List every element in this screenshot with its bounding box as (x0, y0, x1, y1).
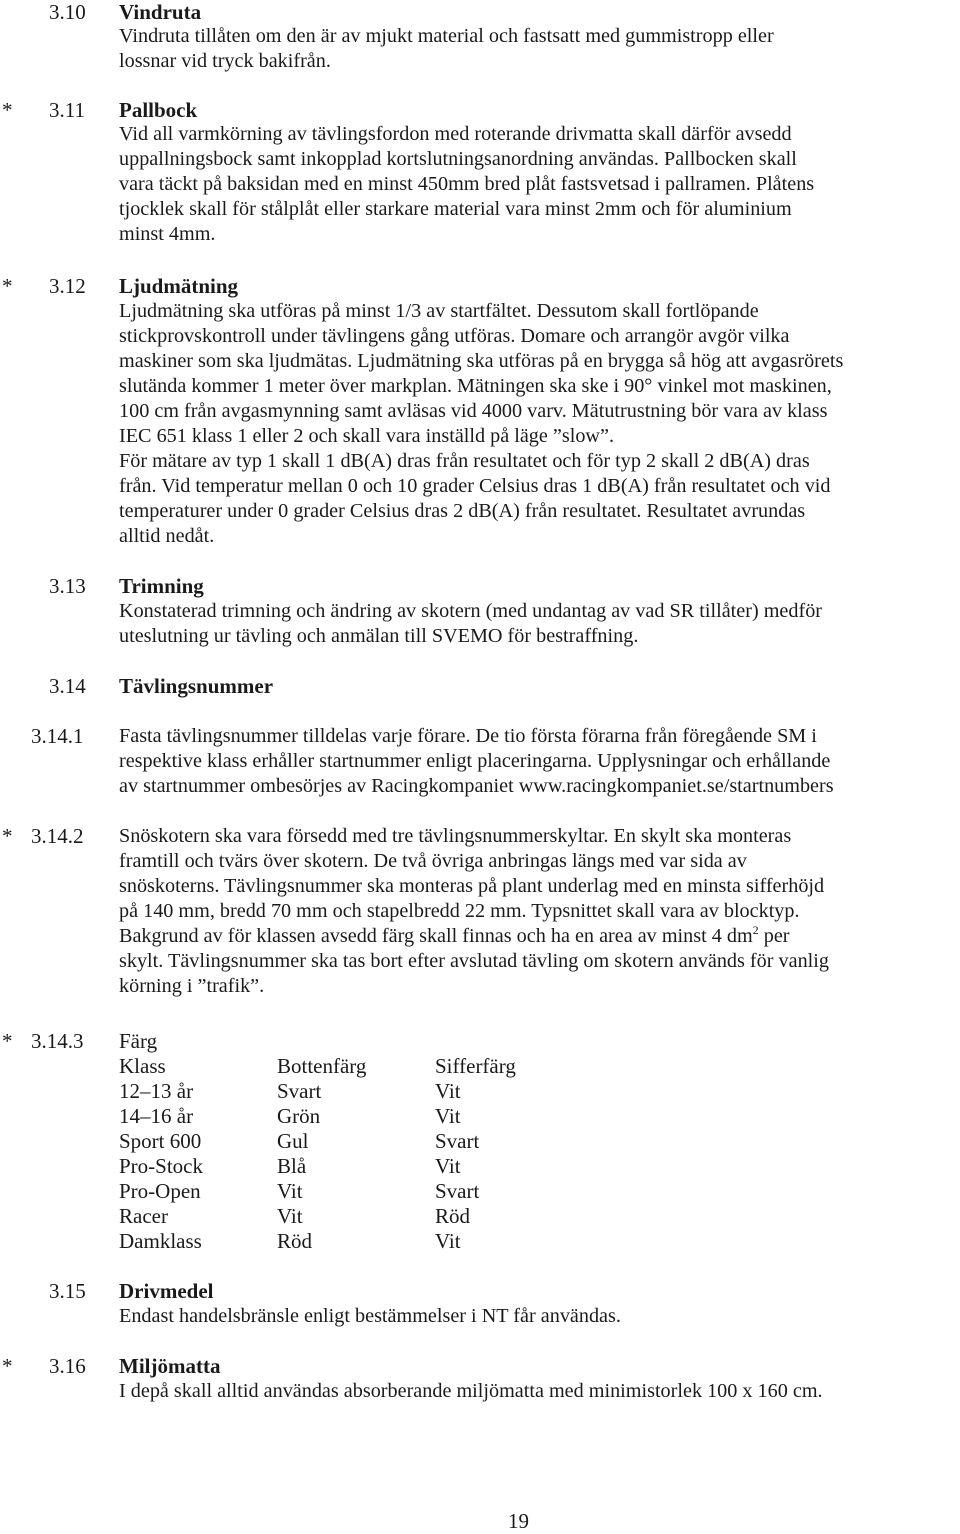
table-cell: Svart (435, 1129, 480, 1153)
table-cell: Vit (435, 1104, 461, 1128)
section-body (119, 824, 829, 999)
body-line: framtill och tvärs över skotern. De två övriga anbringas längs med var sida av (119, 850, 747, 872)
section-number: 3.12 (49, 274, 86, 298)
body-line: respektive klass erhåller startnummer enligt placeringarna. Upplysningar och erhållande (119, 750, 831, 772)
body-line: För mätare av typ 1 skall 1 dB(A) dras från resultatet och för typ 2 skall 2 dB(A) dras (119, 450, 810, 472)
body-line: av startnummer ombesörjes av Racingkompaniet www.racingkompaniet.se/startnumbers (119, 775, 834, 797)
table-cell: Vit (277, 1204, 303, 1228)
body-line-tail: per (758, 925, 790, 947)
section-body (119, 599, 822, 649)
table-cell: Sport 600 (119, 1129, 202, 1153)
body-line: snöskoterns. Tävlingsnummer ska monteras på plant underlag med en minsta sifferhöjd (119, 875, 825, 897)
body-line-text: Bakgrund av för klassen avsedd färg skall finnas och ha en area av minst 4 dm (119, 925, 753, 947)
body-line: Vid all varmkörning av tävlingsfordon med roterande drivmatta skall därför avsedd (119, 123, 792, 145)
table-row (119, 1129, 516, 1154)
section-title: Miljömatta (119, 1354, 221, 1378)
body-line: Ljudmätning ska utföras på minst 1/3 av startfältet. Dessutom skall fortlöpande (119, 300, 759, 322)
table-cell: Pro-Open (119, 1179, 201, 1203)
table-cell: Röd (277, 1229, 313, 1253)
table-cell: Gul (277, 1129, 309, 1153)
section-body (119, 724, 834, 799)
table-cell: Svart (435, 1179, 480, 1203)
section-number: 3.15 (49, 1279, 86, 1303)
body-line: 100 cm från avgasmynning samt avläsas vid 4000 varv. Mätutrustning bör vara av klass (119, 400, 828, 422)
section-number: 3.14 (49, 674, 86, 698)
table-cell: Racer (119, 1204, 168, 1228)
revision-marker: * (2, 274, 13, 298)
body-line: uteslutning ur tävling och anmälan till SVEMO för bestraffning. (119, 625, 639, 647)
body-line: maskiner som ska ljudmätas. Ljudmätning ska utföras på en brygga så hög att avgasrörets (119, 350, 844, 372)
section-title: Vindruta (119, 0, 202, 24)
table-cell: 14–16 år (119, 1104, 194, 1128)
section-number: 3.14.2 (31, 824, 84, 848)
section-body (119, 24, 774, 74)
table-row (119, 1229, 516, 1254)
body-line: vara täckt på baksidan med en minst 450mm bred plåt fastsvetsad i pallramen. Plåtens (119, 173, 815, 195)
section-title: Ljudmätning (119, 274, 239, 298)
body-line: stickprovskontroll under tävlingens gång utföras. Domare och arrangör avgör vilka (119, 325, 790, 347)
superscript: 2 (752, 923, 759, 937)
section-title: Färg (119, 1029, 158, 1053)
table-cell: Svart (277, 1079, 322, 1103)
body-line: uppallningsbock samt inkopplad kortslutningsanordning användas. Pallbocken skall (119, 148, 797, 170)
section-number: 3.11 (49, 98, 85, 122)
body-line: IEC 651 klass 1 eller 2 och skall vara inställd på läge ”slow”. (119, 425, 615, 447)
body-line: tjocklek skall för stålplåt eller starkare material vara minst 2mm och för aluminium (119, 198, 792, 220)
table-cell: Vit (435, 1229, 461, 1253)
body-line: Vindruta tillåten om den är av mjukt material och fastsatt med gummistropp eller (119, 25, 774, 47)
body-line: I depå skall alltid användas absorberande miljömatta med minimistorlek 100 x 160 cm. (119, 1380, 823, 1402)
section-title: Trimning (119, 574, 204, 598)
page-number: 19 (508, 1509, 529, 1533)
section-number: 3.13 (49, 574, 86, 598)
table-cell: Grön (277, 1104, 321, 1128)
table-cell: Pro-Stock (119, 1154, 203, 1178)
revision-marker: * (2, 1354, 13, 1378)
section-title: Drivmedel (119, 1279, 214, 1303)
table-cell: Röd (435, 1204, 471, 1228)
revision-marker: * (2, 98, 13, 122)
body-line: lossnar vid tryck bakifrån. (119, 50, 331, 72)
table-row (119, 1179, 516, 1204)
body-line: Snöskotern ska vara försedd med tre tävlingsnummerskyltar. En skylt ska monteras (119, 825, 792, 847)
table-cell: Vit (435, 1079, 461, 1103)
color-table (119, 1054, 516, 1254)
section-title: Pallbock (119, 98, 198, 122)
table-row (119, 1079, 516, 1104)
table-cell: 12–13 år (119, 1079, 194, 1103)
table-cell: Damklass (119, 1229, 202, 1253)
column-header: Bottenfärg (277, 1054, 367, 1078)
body-line: minst 4mm. (119, 223, 216, 245)
revision-marker: * (2, 824, 13, 848)
section-title: Tävlingsnummer (119, 674, 274, 698)
table-header-row (119, 1054, 516, 1079)
table-row (119, 1154, 516, 1179)
body-line: alltid nedåt. (119, 525, 215, 547)
section-number: 3.16 (49, 1354, 86, 1378)
column-header: Klass (119, 1054, 166, 1078)
section-body (119, 122, 814, 247)
section-number: 3.10 (49, 0, 86, 24)
table-cell: Blå (277, 1154, 307, 1178)
body-line: körning i ”trafik”. (119, 975, 265, 997)
section-number: 3.14.3 (31, 1029, 84, 1053)
body-line: slutända kommer 1 meter över markplan. Mätningen ska ske i 90° vinkel mot maskinen, (119, 375, 832, 397)
revision-marker: * (2, 1029, 13, 1053)
body-line (119, 924, 829, 949)
table-row (119, 1104, 516, 1129)
table-cell: Vit (435, 1154, 461, 1178)
section-body (119, 1304, 621, 1329)
section-number: 3.14.1 (31, 724, 84, 748)
body-line: temperaturer under 0 grader Celsius dras 2 dB(A) från resultatet. Resultatet avrundas (119, 500, 806, 522)
table-cell: Vit (277, 1179, 303, 1203)
body-line: skylt. Tävlingsnummer ska tas bort efter avslutad tävling om skotern används för vanlig (119, 950, 829, 972)
table-row (119, 1204, 516, 1229)
section-body (119, 299, 843, 549)
column-header: Sifferfärg (435, 1054, 516, 1078)
body-line: Fasta tävlingsnummer tilldelas varje förare. De tio första förarna från föregående SM i (119, 725, 817, 747)
body-line: Konstaterad trimning och ändring av skotern (med undantag av vad SR tillåter) medför (119, 600, 823, 622)
body-line: Endast handelsbränsle enligt bestämmelser i NT får användas. (119, 1305, 621, 1327)
body-line: på 140 mm, bredd 70 mm och stapelbredd 22 mm. Typsnittet skall vara av blocktyp. (119, 900, 800, 922)
body-line: från. Vid temperatur mellan 0 och 10 grader Celsius dras 1 dB(A) från resultatet och vid (119, 475, 831, 497)
section-body (119, 1379, 823, 1404)
